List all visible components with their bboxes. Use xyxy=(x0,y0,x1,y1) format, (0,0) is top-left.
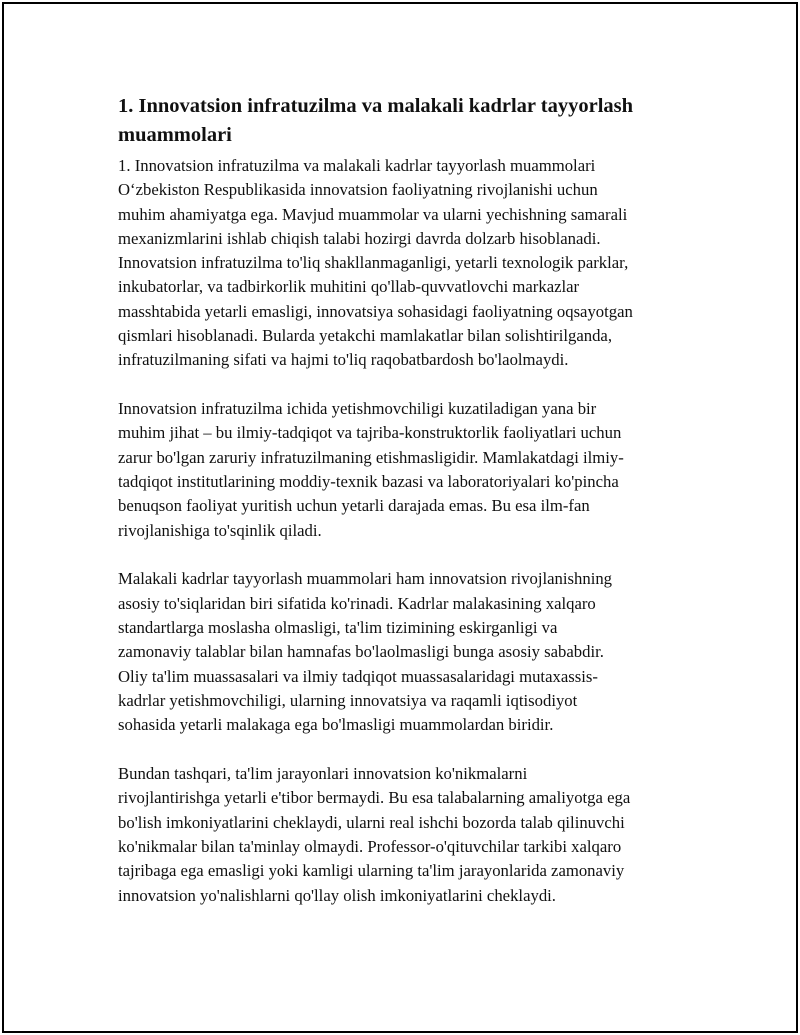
text-line: asosiy to'siqlaridan biri sifatida ko'rinadi. Kadrlar malakasining xalqaro xyxy=(118,593,596,613)
text-line: rivojlantirishga yetarli e'tibor bermaydi. Bu esa talabalarning amaliyotga ega xyxy=(118,788,631,808)
text-line: Oliy ta'lim muassasalari va ilmiy tadqiqot muassasalaridagi mutaxassis- xyxy=(118,666,598,686)
text-line: benuqson faoliyat yuritish uchun yetarli darajada emas. Bu esa ilm-fan xyxy=(118,496,590,516)
paragraph-4 xyxy=(118,762,698,908)
text-line: innovatsion yo'nalishlarni qo'llay olish imkoniyatlarini cheklaydi. xyxy=(118,885,556,905)
text-line: Bundan tashqari, ta'lim jarayonlari innovatsion ko'nikmalarni xyxy=(118,764,528,784)
document-body xyxy=(118,92,698,932)
text-line: rivojlanishiga to'sqinlik qiladi. xyxy=(118,520,322,540)
title-line: muammolari xyxy=(118,124,232,146)
text-line: zamonaviy talablar bilan hamnafas bo'laolmasligi bunga asosiy sababdir. xyxy=(118,642,604,662)
text-line: Innovatsion infratuzilma ichida yetishmovchiligi kuzatiladigan yana bir xyxy=(118,399,597,419)
text-line: zarur bo'lgan zaruriy infratuzilmaning etishmasligidir. Mamlakatdagi ilmiy- xyxy=(118,447,624,467)
text-line: Innovatsion infratuzilma to'liq shakllanmaganligi, yetarli texnologik parklar, xyxy=(118,253,629,273)
text-line: tadqiqot institutlarining moddiy-texnik bazasi va laboratoriyalari ko'pincha xyxy=(118,472,619,492)
text-line: tajribaga ega emasligi yoki kamligi ularning ta'lim jarayonlarida zamonaviy xyxy=(118,861,625,881)
text-line: Malakali kadrlar tayyorlash muammolari ham innovatsion rivojlanishning xyxy=(118,569,613,589)
text-line: bo'lish imkoniyatlarini cheklaydi, ularni real ishchi bozorda talab qilinuvchi xyxy=(118,812,625,832)
text-line: masshtabida yetarli emasligi, innovatsiya sohasidagi faoliyatning oqsayotgan xyxy=(118,301,633,321)
text-line: infratuzilmaning sifati va hajmi to'liq raqobatbardosh bo'laolmaydi. xyxy=(118,350,569,370)
document-title xyxy=(118,92,698,150)
paragraph-1 xyxy=(118,154,698,373)
text-line: mexanizmlarini ishlab chiqish talabi hozirgi davrda dolzarb hisoblanadi. xyxy=(118,228,601,248)
text-line: inkubatorlar, va tadbirkorlik muhitini qo'llab-quvvatlovchi markazlar xyxy=(118,277,580,297)
text-line: sohasida yetarli malakaga ega bo'lmasligi muammolardan biridir. xyxy=(118,715,554,735)
paragraph-3 xyxy=(118,567,698,737)
text-line: qismlari hisoblanadi. Bularda yetakchi mamlakatlar bilan solishtirilganda, xyxy=(118,326,613,346)
text-line: standartlarga moslasha olmasligi, ta'lim tizimining eskirganligi va xyxy=(118,618,558,638)
text-line: kadrlar yetishmovchiligi, ularning innovatsiya va raqamli iqtisodiyot xyxy=(118,690,578,710)
text-line: muhim ahamiyatga ega. Mavjud muammolar va ularni yechishning samarali xyxy=(118,204,628,224)
text-line: O‘zbekiston Respublikasida innovatsion faoliyatning rivojlanishi uchun xyxy=(118,180,598,200)
text-line: 1. Innovatsion infratuzilma va malakali kadrlar tayyorlash muammolari xyxy=(118,156,596,175)
text-line: muhim jihat – bu ilmiy-tadqiqot va tajriba-konstruktorlik faoliyatlari uchun xyxy=(118,423,622,443)
text-line: ko'nikmalar bilan ta'minlay olmaydi. Professor-o'qituvchilar tarkibi xalqaro xyxy=(118,836,622,856)
title-line: 1. Innovatsion infratuzilma va malakali kadrlar tayyorlash xyxy=(118,95,634,117)
paragraph-2 xyxy=(118,397,698,543)
